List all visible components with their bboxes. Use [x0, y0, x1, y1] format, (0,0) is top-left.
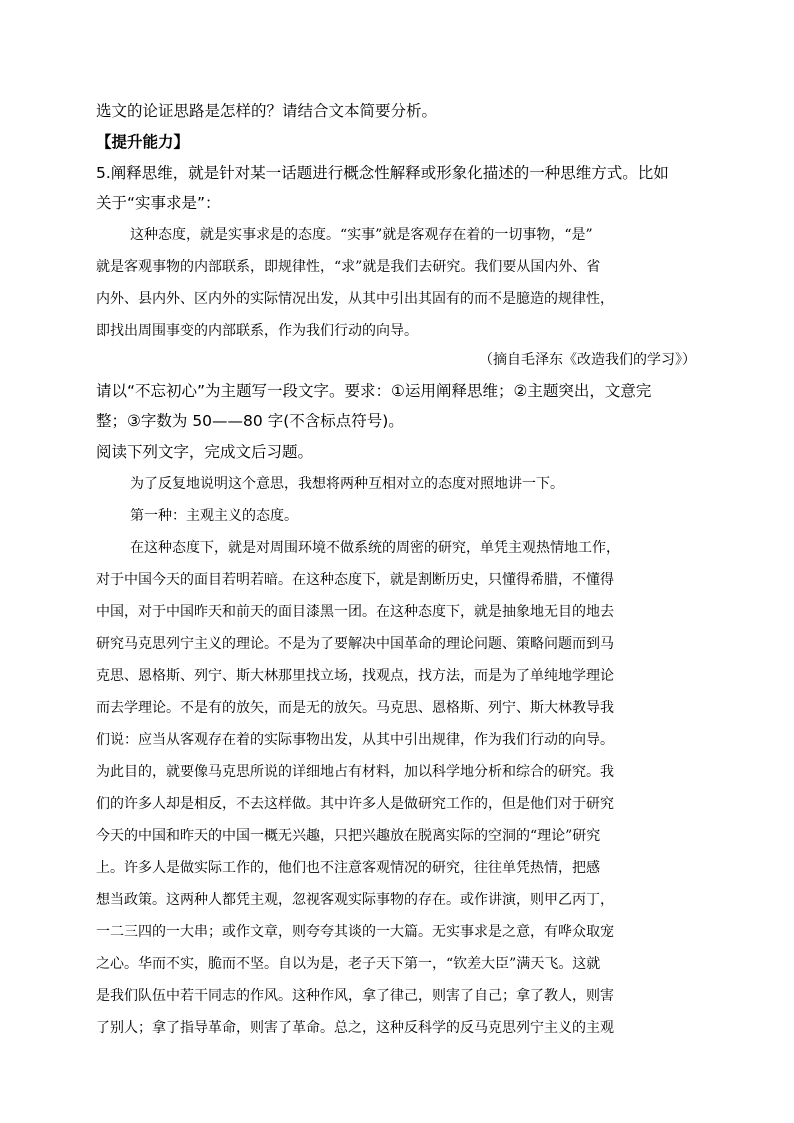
section-heading: 【提升能力】: [96, 133, 190, 151]
passage-line: 想当政策。这两种人都凭主观，忽视客观实际事物的存在。或作讲演，则甲乙丙丁，: [96, 892, 614, 908]
quote-source: （摘自毛泽东《改造我们的学习》）: [479, 352, 696, 368]
passage-line: 今天的中国和昨天的中国一概无兴趣，只把兴趣放在脱离实际的空洞的“理论”研究: [96, 828, 601, 844]
writing-task-line-2: 整；③字数为 50——80 字(不含标点符号)。: [96, 412, 404, 430]
writing-task-line-1: 请以“不忘初心”为主题写一段文字。要求：①运用阐释思维；②主题突出，文意完: [96, 382, 652, 400]
passage-line: 们说：应当从客观存在着的实际事物出发，从其中引出规律，作为我们行动的向导。: [96, 732, 614, 748]
passage-line: 一二三四的一大串；或作文章，则夸夸其谈的一大篇。无实事求是之意，有哗众取宠: [96, 924, 614, 940]
passage-line: 之心。华而不实，脆而不坚。自以为是，老子天下第一，“钦差大臣”满天飞。这就: [96, 956, 601, 972]
passage-line: 了别人；拿了指导革命，则害了革命。总之，这种反科学的反马克思列宁主义的主观: [96, 1020, 614, 1036]
passage-line: 研究马克思列宁主义的理论。不是为了要解决中国革命的理论问题、策略问题而到马: [96, 636, 614, 652]
quote-line: 即找出周围事变的内部联系，作为我们行动的向导。: [96, 323, 418, 339]
passage-line: 第一种：主观主义的态度。: [130, 508, 298, 524]
passage-line: 而去学理论。不是有的放矢，而是无的放矢。马克思、恩格斯、列宁、斯大林教导我: [96, 700, 614, 716]
question-5-line-1: 5.阐释思维，就是针对某一话题进行概念性解释或形象化描述的一种思维方式。比如: [96, 164, 669, 182]
question-5-line-2: 关于“实事求是”：: [96, 194, 221, 212]
passage-line: 上。许多人是做实际工作的，他们也不注意客观情况的研究，往往单凭热情，把感: [96, 860, 600, 876]
passage-line: 克思、恩格斯、列宁、斯大林那里找立场，找观点，找方法，而是为了单纯地学理论: [96, 668, 614, 684]
quote-line: 内外、县内外、区内外的实际情况出发，从其中引出其固有的而不是臆造的规律性，: [96, 291, 614, 307]
passage-line: 在这种态度下，就是对周围环境不做系统的周密的研究，单凭主观热情地工作，: [130, 540, 620, 556]
quote-line: 这种态度，就是实事求是的态度。“实事”就是客观存在着的一切事物，“是”: [130, 227, 593, 243]
previous-question-line: 选文的论证思路是怎样的？请结合文本简要分析。: [96, 102, 438, 120]
passage-line: 们的许多人却是相反，不去这样做。其中许多人是做研究工作的，但是他们对于研究: [96, 796, 614, 812]
quote-line: 就是客观事物的内部联系，即规律性，“求”就是我们去研究。我们要从国内外、省: [96, 259, 601, 275]
passage-line: 是我们队伍中若干同志的作风。这种作风，拿了律己，则害了自己；拿了教人，则害: [96, 988, 614, 1004]
passage-line: 中国，对于中国昨天和前天的面目漆黑一团。在这种态度下，就是抽象地无目的地去: [96, 604, 614, 620]
passage-line: 为此目的，就要像马克思所说的详细地占有材料，加以科学地分析和综合的研究。我: [96, 764, 614, 780]
reading-instruction: 阅读下列文字，完成文后习题。: [96, 443, 314, 461]
passage-line: 为了反复地说明这个意思，我想将两种互相对立的态度对照地讲一下。: [130, 476, 564, 492]
passage-line: 对于中国今天的面目若明若暗。在这种态度下，就是割断历史，只懂得希腊，不懂得: [96, 572, 614, 588]
